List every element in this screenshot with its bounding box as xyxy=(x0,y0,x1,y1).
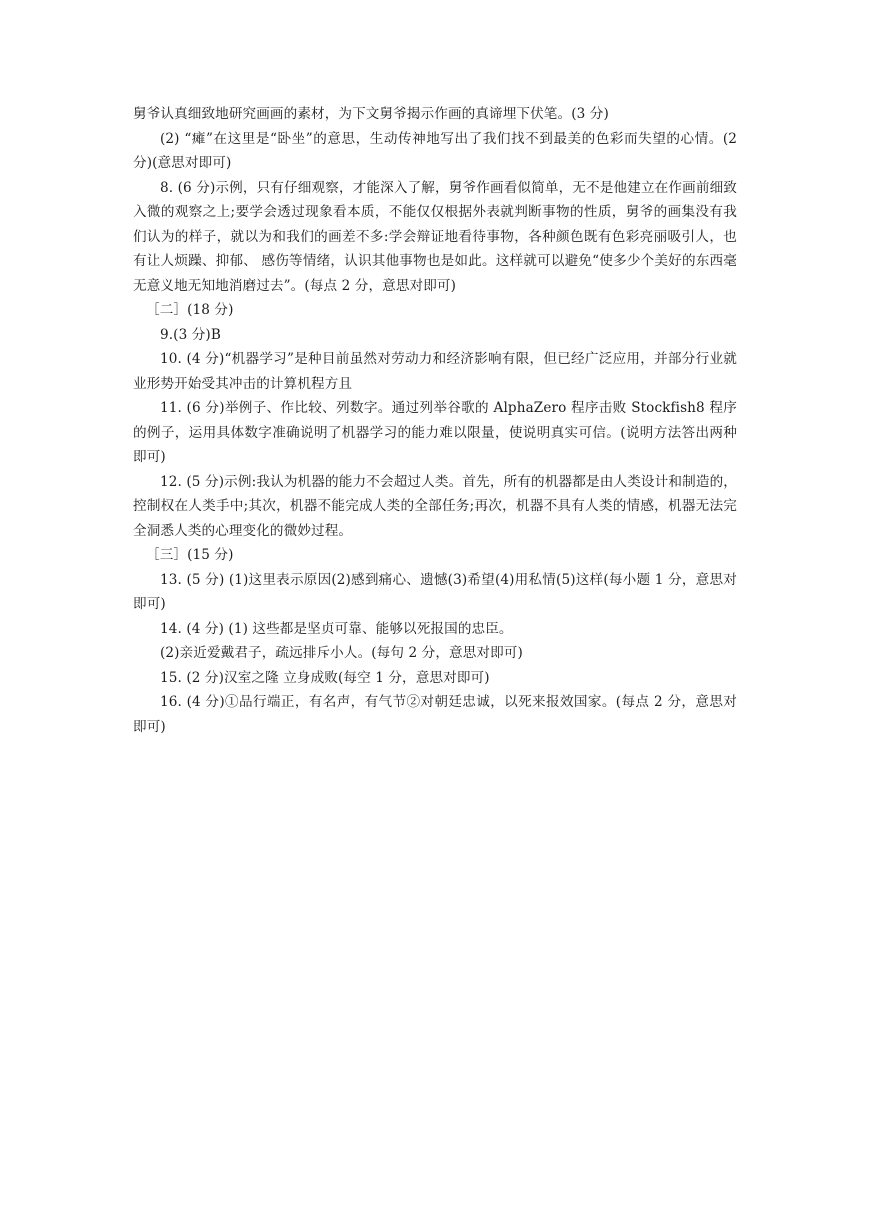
paragraph-q10: 10. (4 分)“机器学习”是种目前虽然对劳动力和经济影响有限，但已经广泛应用，并部分行业就业形势开始受其冲击的计算机程方且 xyxy=(133,351,737,392)
section-heading-2: ［二］(18 分) xyxy=(146,302,234,318)
paragraph-q11: 11. (6 分)举例子、作比较、列数字。通过列举谷歌的 AlphaZero 程序击败 Stockfish8 程序的例子，运用具体数字准确说明了机器学习的能力难以限量，使说明真实可信。(说明方法答出两种即可) xyxy=(133,400,737,465)
paragraph-q13: 13. (5 分) (1)这里表示原因(2)感到痛心、遗憾(3)希望(4)用私情(5)这样(每小题 1 分，意思对即可) xyxy=(133,571,737,612)
paragraph-q14-1: 14. (4 分) (1) 这些都是坚贞可靠、能够以死报国的忠臣。 xyxy=(160,620,513,637)
section-heading-3: ［三］(15 分) xyxy=(146,547,234,563)
answer-text-block xyxy=(133,102,737,739)
paragraph-q15: 15. (2 分)汉室之隆 立身成败(每空 1 分，意思对即可) xyxy=(160,669,490,686)
paragraph-q9: 9.(3 分)B xyxy=(160,326,221,343)
paragraph-q12: 12. (5 分)示例:我认为机器的能力不会超过人类。首先，所有的机器都是由人类设计和制造的，控制权在人类手中;其次，机器不能完成人类的全部任务;再次，机器不具有人类的情感，机器无法完全洞悉人类的心理变化的微妙过程。 xyxy=(133,473,737,539)
paragraph-q8: 8. (6 分)示例，只有仔细观察，才能深入了解，舅爷作画看似简单，无不是他建立在作画前细致入微的观察之上;要学会透过现象看本质，不能仅仅根据外表就判断事物的性质，舅爷的画集没有我们认为的样子，就以为和我们的画差不多:学会辩证地看待事物，各种颜色既有色彩亮丽吸引人，也有让人烦躁、抑郁、 感伤等情绪，认识其他事物也是如此。这样就可以避免“使多少个美好的东西毫无意义地无知地消磨过去”。(每点 2 分，意思对即可) xyxy=(133,179,737,294)
paragraph-q14-2: (2)亲近爱戴君子，疏远排斥小人。(每句 2 分，意思对即可) xyxy=(160,645,523,661)
paragraph-q7-1-continued: 舅爷认真细致地研究画画的素材，为下文舅爷揭示作画的真谛埋下伏笔。(3 分) xyxy=(133,106,609,122)
paragraph-q7-2: (2) “瘫”在这里是“卧坐”的意思，生动传神地写出了我们找不到最美的色彩而失望的心情。(2 分)(意思对即可) xyxy=(133,130,737,171)
paragraph-q16: 16. (4 分)①品行端正，有名声，有气节②对朝廷忠诚，以死来报效国家。(每点 2 分，意思对即可) xyxy=(133,694,737,735)
